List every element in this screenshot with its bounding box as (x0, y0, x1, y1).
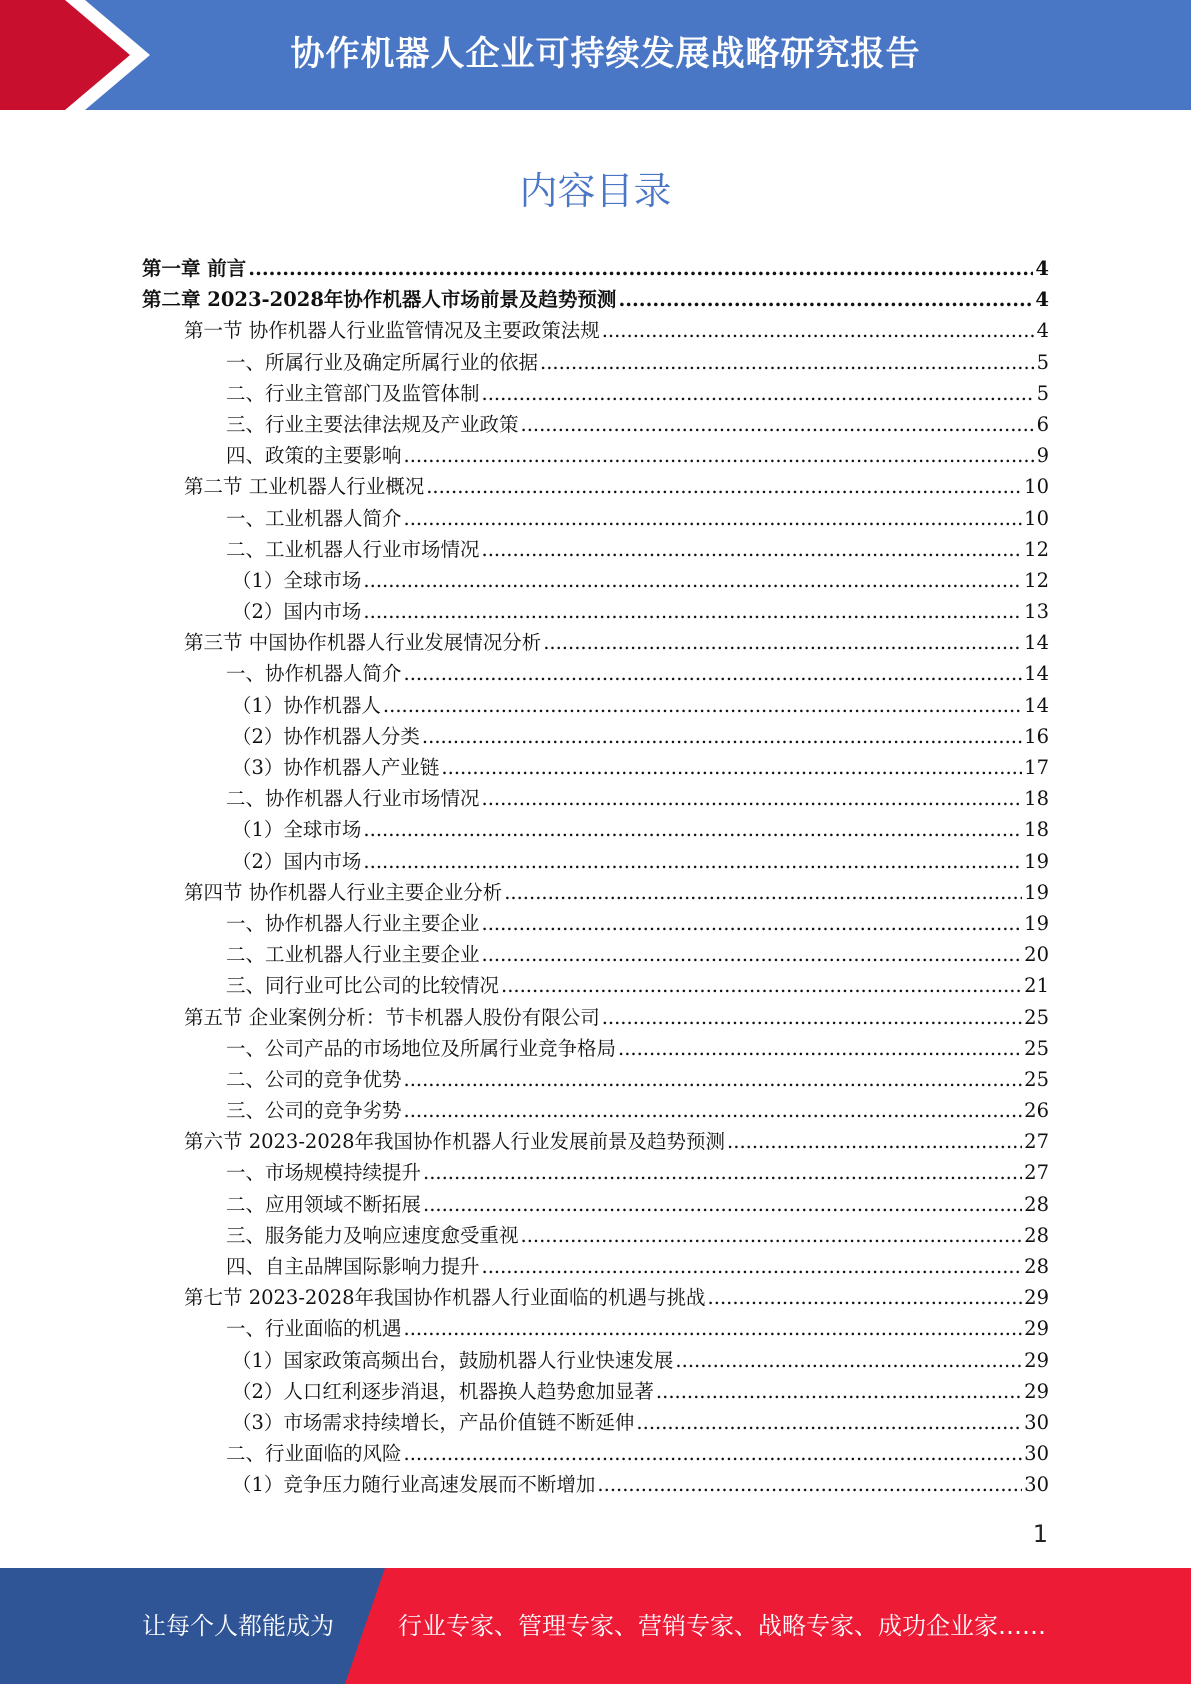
toc-entry-label: 一、公司产品的市场地位及所属行业竞争格局 (226, 1036, 617, 1060)
toc-entry-page: 30 (1024, 1442, 1049, 1466)
toc-entry[interactable] (142, 690, 1049, 721)
toc-entry[interactable] (142, 315, 1049, 346)
toc-entry[interactable] (142, 908, 1049, 939)
toc-entry[interactable] (142, 752, 1049, 783)
toc-entry[interactable] (142, 1126, 1049, 1157)
toc-dot-leader (482, 1255, 1023, 1278)
toc-entry-label: 第一节 协作机器人行业监管情况及主要政策法规 (184, 319, 600, 343)
toc-entry-label: 四、政策的主要影响 (226, 444, 402, 468)
toc-entry[interactable] (142, 1469, 1049, 1500)
toc-entry[interactable] (142, 409, 1049, 440)
toc-entry[interactable] (142, 1189, 1049, 1220)
toc-entry-page: 29 (1024, 1286, 1049, 1310)
toc-entry[interactable] (142, 721, 1049, 752)
toc-entry-label: 一、市场规模持续提升 (226, 1161, 422, 1185)
toc-entry-page: 27 (1024, 1161, 1049, 1185)
toc-entry-page: 17 (1024, 756, 1049, 779)
toc-dot-leader (423, 1161, 1022, 1184)
toc-entry-page: 21 (1024, 974, 1049, 998)
toc-dot-leader (708, 1286, 1023, 1309)
toc-entry[interactable] (142, 939, 1049, 970)
toc-entry-label: （3）市场需求持续增长，产品价值链不断延伸 (232, 1410, 635, 1434)
toc-entry-label: 三、服务能力及响应速度愈受重视 (226, 1223, 519, 1247)
toc-entry-label: （2）国内市场 (232, 849, 362, 873)
toc-entry-page: 6 (1036, 412, 1049, 436)
toc-entry[interactable] (142, 970, 1049, 1001)
toc-entry-page: 12 (1024, 537, 1049, 561)
toc-entry-page: 5 (1036, 381, 1049, 405)
toc-entry-page: 10 (1024, 475, 1049, 499)
toc-entry-page: 18 (1024, 787, 1049, 811)
toc-entry[interactable] (142, 565, 1049, 596)
toc-entry-page: 28 (1024, 1192, 1049, 1216)
toc-entry[interactable] (142, 1376, 1049, 1407)
toc-entry-page: 20 (1024, 943, 1049, 967)
report-title: 协作机器人企业可持续发展战略研究报告 (290, 34, 921, 74)
toc-dot-leader (521, 413, 1035, 436)
toc-dot-leader (426, 475, 1022, 498)
toc-entry[interactable] (142, 284, 1049, 315)
toc-entry[interactable] (142, 253, 1049, 284)
toc-entry-label: 第一章 前言 (142, 257, 247, 280)
header-arrow-decoration (0, 0, 160, 110)
toc-dot-leader (602, 319, 1035, 342)
toc-entry-label: 二、协作机器人行业市场情况 (226, 787, 480, 811)
table-of-contents (142, 253, 1049, 1501)
toc-entry-page: 4 (1035, 288, 1049, 312)
toc-entry-label: 三、公司的竞争劣势 (226, 1099, 402, 1123)
toc-entry[interactable] (142, 658, 1049, 689)
toc-dot-leader (363, 818, 1022, 841)
toc-entry-label: 第七节 2023-2028年我国协作机器人行业面临的机遇与挑战 (184, 1286, 706, 1310)
toc-entry-page: 19 (1024, 849, 1049, 873)
toc-dot-leader (540, 351, 1035, 374)
toc-entry-label: （1）全球市场 (232, 568, 362, 592)
toc-dot-leader (422, 725, 1022, 748)
toc-entry[interactable] (142, 1157, 1049, 1188)
toc-dot-leader (482, 912, 1023, 935)
toc-dot-leader (501, 974, 1022, 997)
toc-dot-leader (482, 382, 1035, 405)
footer-slogan-left: 让每个人都能成为 (142, 1612, 334, 1640)
toc-entry-page: 29 (1024, 1379, 1049, 1403)
toc-entry-page: 28 (1024, 1255, 1049, 1278)
toc-entry-label: （2）人口红利逐步消退，机器换人趋势愈加显著 (232, 1379, 654, 1403)
toc-entry-page: 13 (1024, 600, 1049, 624)
toc-entry[interactable] (142, 1313, 1049, 1344)
toc-dot-leader (363, 850, 1022, 873)
toc-dot-leader (404, 662, 1023, 685)
toc-entry-label: 第三节 中国协作机器人行业发展情况分析 (184, 631, 542, 655)
toc-entry-page: 19 (1024, 911, 1049, 935)
toc-entry-label: 第六节 2023-2028年我国协作机器人行业发展前景及趋势预测 (184, 1130, 726, 1154)
toc-entry-label: （3）协作机器人产业链 (232, 756, 440, 779)
toc-dot-leader (618, 288, 1033, 311)
toc-entry-page: 14 (1024, 631, 1049, 655)
toc-entry-label: （1）协作机器人 (232, 693, 381, 717)
toc-entry-page: 4 (1036, 319, 1049, 343)
toc-dot-leader (404, 444, 1035, 467)
toc-entry-page: 5 (1036, 350, 1049, 374)
toc-entry-page: 25 (1024, 1067, 1049, 1091)
toc-entry-label: 第五节 企业案例分析：节卡机器人股份有限公司 (184, 1005, 600, 1029)
toc-entry-label: 第二节 工业机器人行业概况 (184, 475, 425, 499)
toc-dot-leader (404, 507, 1023, 530)
toc-entry-page: 29 (1024, 1348, 1049, 1372)
toc-dot-leader (404, 1317, 1023, 1340)
toc-entry-label: （2）国内市场 (232, 600, 362, 624)
toc-entry-label: （1）竞争压力随行业高速发展而不断增加 (232, 1473, 596, 1497)
footer-slogan-right: 行业专家、管理专家、营销专家、战略专家、成功企业家…… (398, 1612, 1046, 1640)
toc-dot-leader (636, 1411, 1022, 1434)
toc-entry-label: 三、行业主要法律法规及产业政策 (226, 412, 519, 436)
toc-entry-label: 第四节 协作机器人行业主要企业分析 (184, 880, 503, 904)
toc-entry-label: 二、应用领域不断拓展 (226, 1192, 422, 1216)
toc-dot-leader (383, 694, 1022, 717)
toc-entry[interactable] (142, 1033, 1049, 1064)
toc-entry[interactable] (142, 503, 1049, 534)
toc-entry[interactable] (142, 1002, 1049, 1033)
toc-entry-label: 四、自主品牌国际影响力提升 (226, 1255, 480, 1278)
toc-entry-page: 25 (1024, 1005, 1049, 1029)
toc-entry[interactable] (142, 1095, 1049, 1126)
toc-dot-leader (597, 1473, 1022, 1496)
toc-dot-leader (404, 1099, 1023, 1122)
toc-entry-label: （1）国家政策高频出台，鼓励机器人行业快速发展 (232, 1348, 674, 1372)
toc-entry[interactable] (142, 1407, 1049, 1438)
toc-entry-page: 10 (1024, 506, 1049, 530)
toc-entry[interactable] (142, 534, 1049, 565)
toc-entry-page: 14 (1024, 693, 1049, 717)
toc-dot-leader (404, 1442, 1023, 1465)
toc-dot-leader (404, 1068, 1023, 1091)
toc-entry-label: 一、协作机器人行业主要企业 (226, 911, 480, 935)
toc-entry-page: 30 (1024, 1473, 1049, 1497)
toc-entry-page: 25 (1024, 1036, 1049, 1060)
toc-entry[interactable] (142, 846, 1049, 877)
page-number: 1 (1032, 1520, 1048, 1548)
toc-entry[interactable] (142, 627, 1049, 658)
toc-entry-page: 9 (1036, 444, 1049, 468)
toc-entry-label: 二、工业机器人行业主要企业 (226, 943, 480, 967)
toc-entry[interactable] (142, 471, 1049, 502)
toc-entry-page: 27 (1024, 1130, 1049, 1154)
toc-dot-leader (727, 1130, 1022, 1153)
page-header (0, 0, 1191, 110)
toc-dot-leader (482, 787, 1023, 810)
toc-entry-page: 12 (1024, 568, 1049, 592)
toc-entry-label: 一、工业机器人简介 (226, 506, 402, 530)
toc-entry-label: （1）全球市场 (232, 818, 362, 842)
toc-entry-label: 二、工业机器人行业市场情况 (226, 537, 480, 561)
toc-dot-leader (543, 631, 1022, 654)
toc-dot-leader (504, 881, 1022, 904)
toc-entry[interactable] (142, 1438, 1049, 1469)
toc-dot-leader (482, 943, 1023, 966)
toc-entry[interactable] (142, 440, 1049, 471)
toc-entry-page: 30 (1024, 1410, 1049, 1434)
toc-dot-leader (441, 756, 1022, 779)
toc-heading: 内容目录 (519, 169, 672, 213)
toc-entry-page: 18 (1024, 818, 1049, 842)
toc-dot-leader (618, 1037, 1022, 1060)
toc-entry[interactable] (142, 1064, 1049, 1095)
toc-dot-leader (656, 1380, 1022, 1403)
toc-entry-label: 二、行业面临的风险 (226, 1442, 402, 1466)
toc-dot-leader (482, 538, 1023, 561)
toc-entry[interactable] (142, 378, 1049, 409)
toc-entry[interactable] (142, 877, 1049, 908)
toc-dot-leader (602, 1006, 1022, 1029)
toc-entry-label: 第二章 2023-2028年协作机器人市场前景及趋势预测 (142, 288, 617, 312)
toc-entry-page: 19 (1024, 880, 1049, 904)
toc-entry[interactable] (142, 1251, 1049, 1282)
toc-dot-leader (248, 257, 1033, 280)
toc-entry-page: 4 (1035, 257, 1049, 280)
toc-entry-label: 二、公司的竞争优势 (226, 1067, 402, 1091)
toc-entry-label: 一、所属行业及确定所属行业的依据 (226, 350, 539, 374)
page-footer (0, 1568, 1191, 1684)
toc-entry[interactable] (142, 814, 1049, 845)
toc-entry-label: 二、行业主管部门及监管体制 (226, 381, 480, 405)
toc-dot-leader (521, 1224, 1023, 1247)
toc-entry[interactable] (142, 1220, 1049, 1251)
toc-entry-label: 一、行业面临的机遇 (226, 1317, 402, 1341)
toc-dot-leader (363, 569, 1022, 592)
toc-dot-leader (363, 600, 1022, 623)
toc-entry-label: 一、协作机器人简介 (226, 662, 402, 686)
toc-entry-page: 26 (1024, 1099, 1049, 1123)
toc-entry[interactable] (142, 347, 1049, 378)
toc-entry[interactable] (142, 1282, 1049, 1313)
toc-entry[interactable] (142, 1345, 1049, 1376)
toc-entry-page: 16 (1024, 724, 1049, 748)
toc-entry-label: 三、同行业可比公司的比较情况 (226, 974, 500, 998)
toc-dot-leader (423, 1193, 1022, 1216)
toc-entry-page: 14 (1024, 662, 1049, 686)
toc-entry-label: （2）协作机器人分类 (232, 724, 420, 748)
toc-entry-page: 28 (1024, 1223, 1049, 1247)
toc-dot-leader (675, 1349, 1022, 1372)
toc-entry[interactable] (142, 783, 1049, 814)
toc-entry-page: 29 (1024, 1317, 1049, 1341)
toc-entry[interactable] (142, 596, 1049, 627)
